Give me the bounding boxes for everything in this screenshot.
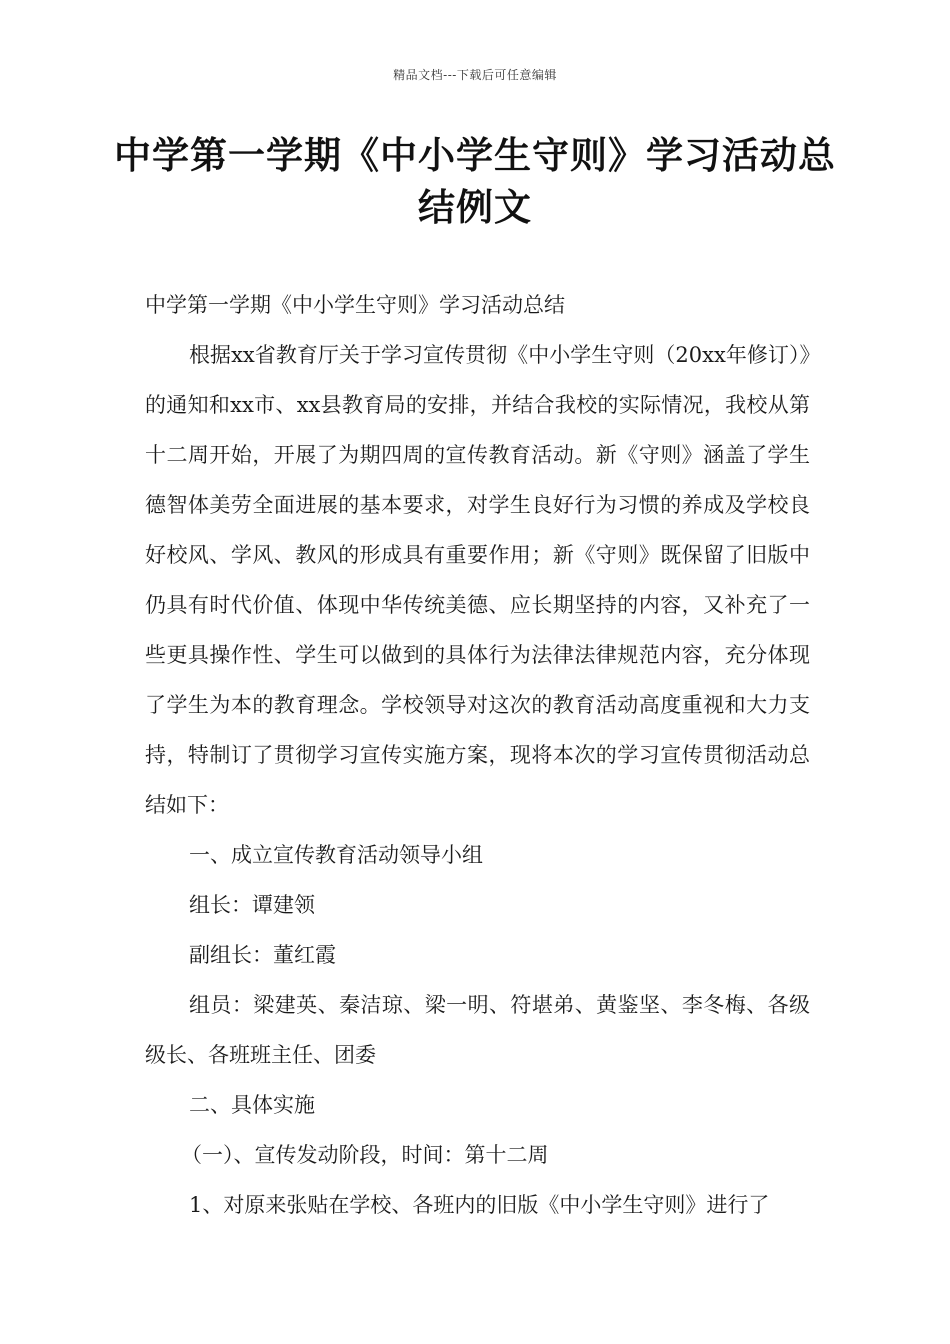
paragraph-subsection-1: （一）、宣传发动阶段，时间：第十二周 (181, 1143, 549, 1167)
paragraph-section-2: 二、具体实施 (189, 1093, 315, 1117)
paragraph-subtitle: 中学第一学期《中小学生守则》学习活动总结 (145, 293, 565, 317)
paragraph-section-1: 一、成立宣传教育活动领导小组 (189, 843, 483, 867)
paragraph-intro: 根据xx省教育厅关于学习宣传贯彻《中小学生守则（20xx年修订）》的通知和xx市、xx县教育局的安排，并结合我校的实际情况，我校从第十二周开始，开展了为期四周的宣传教育活动。新《守则》涵盖了学生德智体美劳全面进展的基本要求，对学生良好行为习惯的养成及学校良好校风、学风、教风的形成具有重要作用；新《守则》既保留了旧版中仍具有时代价值、体现中华传统美德、应长期坚持的内容，又补充了一些更具操作性、学生可以做到的具体行为法律法律规范内容，充分体现了学生为本的教育理念。学校领导对这次的教育活动高度重视和大力支持，特制订了贯彻学习宣传实施方案，现将本次的学习宣传贯彻活动总结如下： (145, 343, 810, 817)
document-title: 中学第一学期《中小学生守则》学习活动总结例文 (114, 134, 836, 229)
paragraph-members: 组员：梁建英、秦洁琼、梁一明、符堪弟、黄鉴坚、李冬梅、各级级长、各班班主任、团委 (145, 993, 810, 1067)
document-body (145, 280, 810, 1230)
paragraph-item-1: 1、对原来张贴在学校、各班内的旧版《中小学生守则》进行了 (189, 1193, 770, 1217)
paragraph-deputy-leader: 副组长：董红霞 (189, 943, 336, 967)
header-note: 精品文档---下载后可任意编辑 (393, 68, 557, 82)
paragraph-leader: 组长：谭建领 (189, 893, 315, 917)
